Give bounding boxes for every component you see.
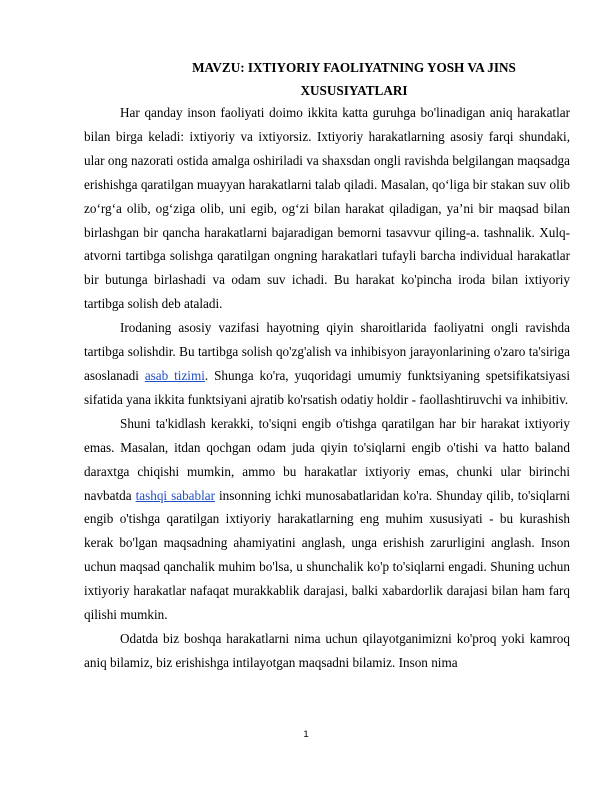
document-title xyxy=(84,56,584,102)
paragraph-2 xyxy=(84,316,570,412)
title-line-1: MAVZU: IXTIYORIY FAOLIYATNING YOSH VA JINS xyxy=(192,60,516,75)
paragraph-1: Har qanday inson faoliyati doimo ikkita katta guruhga bo'linadigan aniq harakatlar bilan birga keladi: ixtiyoriy va ixtiyorsiz. Ixtiyoriy harakatlarning asosiy farqi shundaki, ular ong nazorati ostida amalga oshiriladi va shaxsdan ongli ravishda belgilangan maqsadga erishishga qaratilgan muayyan harakatlarni talab qiladi. Masalan, qo‘liga bir stakan suv olib zo‘rg‘a olib, og‘ziga olib, uni egib, og‘zi bilan harakat qiladigan, ya’ni bir maqsad bilan birlashgan bir qancha harakatlarni bajaradigan bemorni tasavvur qiling-a. tashnalik. Xulq-atvorni tartibga solishga qaratilgan ongning harakatlari tufayli barcha individual harakatlar bir butunga birlashadi va odam suv ichadi. Bu harakat ko'pincha iroda bilan ixtiyoriy tartibga solish deb ataladi. xyxy=(84,105,570,312)
page-number: 1 xyxy=(303,729,309,740)
paragraph-2-text-end: . Shunga ko'ra, yuqoridagi umumiy funktsiyaning spetsifikatsiyasi sifatida yana ikkita funktsiyani ajratib ko'rsatish odatiy holdir - faollashtiruvchi va inhibitiv. xyxy=(84,367,570,407)
paragraph-2-text-start: Irodaning asosiy vazifasi hayotning qiyin sharoitlarida faoliyatni ongli ravishda tartibga solishdir. Bu tartibga solish qo'zg'alish va inhibisyon jarayonlarining o'zaro ta'siriga asoslanadi xyxy=(84,320,570,383)
paragraph-3-text-start: Shuni ta'kidlash kerakki, to'siqni engib o'tishga qaratilgan har bir harakat ixtiyoriy emas. Masalan, itdan qochgan odam juda qiyin to'siqlarni engib o'tishi va hatto baland daraxtga chiqishi mumkin, ammo bu harakatlar ixtiyoriy emas, chunki ular birinchi navbatda xyxy=(84,415,570,503)
paragraph-3-text-end: insonning ichki munosabatlaridan ko'ra. Shunday qilib, to'siqlarni engib o'tishga qaratilgan ixtiyoriy harakatlarning eng muhim xususiyati - bu kurashish kerak bo'lgan maqsadning ahamiyatini anglash, unga erishish zarurligini anglash. Inson uchun maqsad qanchalik muhim bo'lsa, u shunchalik ko'p to'siqlarni engadi. Shuning uchun ixtiyoriy harakatlar nafaqat murakkablik darajasi, balki xabardorlik darajasi bilan ham farq qilishi mumkin. xyxy=(84,487,570,623)
link-asab-tizimi[interactable]: asab tizimi xyxy=(144,367,205,383)
title-line-2: XUSUSIYATLARI xyxy=(300,83,408,98)
link-tashqi-sabablar[interactable]: tashqi sabablar xyxy=(135,487,216,503)
paragraph-3 xyxy=(84,412,570,627)
document-body xyxy=(84,101,570,675)
paragraph-4: Odatda biz boshqa harakatlarni nima uchun qilayotganimizni ko'proq yoki kamroq aniq bilamiz, biz erishishga intilayotgan maqsadni bilamiz. Inson nima xyxy=(84,630,570,670)
